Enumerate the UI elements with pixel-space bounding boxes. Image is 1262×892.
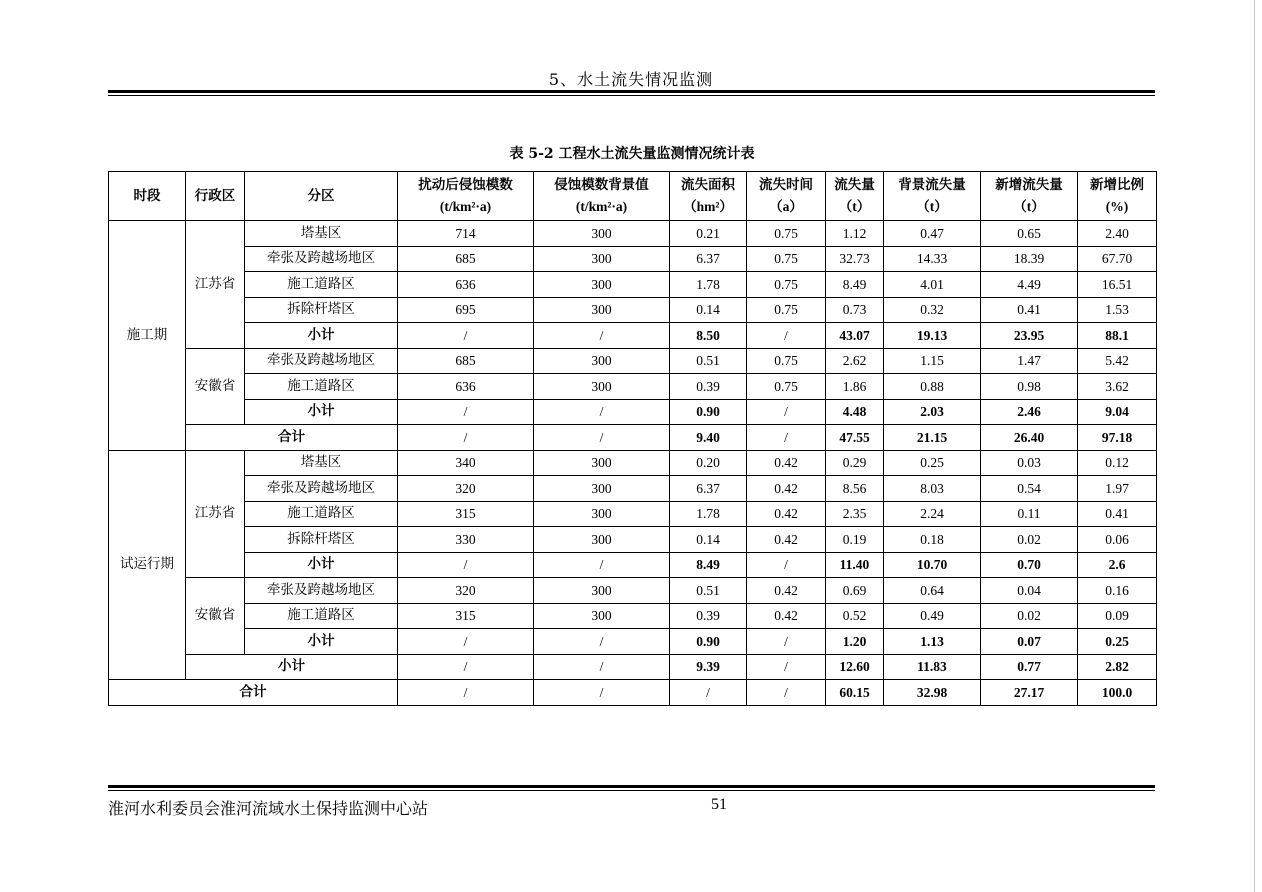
cell-disturbed-modulus: /	[398, 425, 534, 451]
cell-new-ratio: 1.53	[1078, 297, 1157, 323]
cell-new-ratio: 88.1	[1078, 323, 1157, 349]
cell-loss-area: 0.14	[670, 297, 747, 323]
cell-loss-time: /	[747, 654, 826, 680]
table-row	[109, 476, 1157, 502]
header-admin-region: 行政区	[186, 172, 245, 221]
table-row	[109, 654, 1157, 680]
cell-loss-amount: 12.60	[826, 654, 884, 680]
cell-new-loss: 0.77	[981, 654, 1078, 680]
table-row	[109, 603, 1157, 629]
cell-zone: 施工道路区	[245, 603, 398, 629]
cell-loss-time: /	[747, 425, 826, 451]
period-cell: 试运行期	[109, 450, 186, 680]
cell-loss-area: 1.78	[670, 272, 747, 298]
cell-disturbed-modulus: 320	[398, 578, 534, 604]
cell-background-loss: 11.83	[884, 654, 981, 680]
footer-rule-thin	[108, 790, 1155, 791]
cell-zone: 塔基区	[245, 221, 398, 247]
cell-loss-amount: 4.48	[826, 399, 884, 425]
cell-background-loss: 10.70	[884, 552, 981, 578]
cell-background-modulus: 300	[534, 527, 670, 553]
cell-new-loss: 0.70	[981, 552, 1078, 578]
cell-zone: 拆除杆塔区	[245, 527, 398, 553]
cell-new-loss: 18.39	[981, 246, 1078, 272]
cell-background-modulus: 300	[534, 297, 670, 323]
cell-background-modulus: /	[534, 629, 670, 655]
cell-new-loss: 0.41	[981, 297, 1078, 323]
table-row-grand-total	[109, 680, 1157, 706]
footer-organization: 淮河水利委员会淮河流域水土保持监测中心站	[108, 799, 429, 818]
cell-background-loss: 0.47	[884, 221, 981, 247]
cell-zone: 牵张及跨越场地区	[245, 246, 398, 272]
cell-new-loss: 0.02	[981, 603, 1078, 629]
total-background-modulus: /	[534, 680, 670, 706]
cell-new-ratio: 0.41	[1078, 501, 1157, 527]
total-zone: 合计	[109, 680, 398, 706]
cell-disturbed-modulus: 340	[398, 450, 534, 476]
cell-new-ratio: 0.16	[1078, 578, 1157, 604]
header-rule-thin	[108, 95, 1155, 96]
header-new-loss: 新增流失量 （t）	[981, 172, 1078, 221]
cell-background-loss: 2.24	[884, 501, 981, 527]
cell-loss-amount: 8.49	[826, 272, 884, 298]
table-row	[109, 348, 1157, 374]
cell-disturbed-modulus: 315	[398, 603, 534, 629]
cell-background-modulus: /	[534, 425, 670, 451]
cell-zone: 拆除杆塔区	[245, 297, 398, 323]
cell-background-loss: 4.01	[884, 272, 981, 298]
cell-background-loss: 1.15	[884, 348, 981, 374]
cell-zone: 施工道路区	[245, 501, 398, 527]
cell-background-modulus: /	[534, 323, 670, 349]
footer-rule-thick	[108, 785, 1155, 788]
cell-new-loss: 0.07	[981, 629, 1078, 655]
cell-loss-amount: 1.20	[826, 629, 884, 655]
cell-background-loss: 14.33	[884, 246, 981, 272]
table-row	[109, 297, 1157, 323]
province-cell: 安徽省	[186, 578, 245, 655]
cell-new-ratio: 97.18	[1078, 425, 1157, 451]
table-row	[109, 527, 1157, 553]
cell-loss-amount: 47.55	[826, 425, 884, 451]
cell-disturbed-modulus: 685	[398, 246, 534, 272]
table-header-row	[109, 172, 1157, 221]
cell-loss-amount: 0.29	[826, 450, 884, 476]
table-row	[109, 629, 1157, 655]
cell-zone: 合计	[186, 425, 398, 451]
cell-background-modulus: /	[534, 399, 670, 425]
cell-disturbed-modulus: 330	[398, 527, 534, 553]
table-row	[109, 221, 1157, 247]
cell-loss-area: 6.37	[670, 476, 747, 502]
total-background-loss: 32.98	[884, 680, 981, 706]
cell-loss-area: 8.49	[670, 552, 747, 578]
cell-zone: 牵张及跨越场地区	[245, 348, 398, 374]
table-body	[109, 221, 1157, 706]
header-background-modulus: 侵蚀模数背景值 (t/km²·a)	[534, 172, 670, 221]
cell-background-loss: 0.64	[884, 578, 981, 604]
cell-background-modulus: /	[534, 552, 670, 578]
cell-background-loss: 0.25	[884, 450, 981, 476]
cell-loss-area: 0.90	[670, 399, 747, 425]
cell-disturbed-modulus: /	[398, 629, 534, 655]
total-loss-area: /	[670, 680, 747, 706]
cell-new-ratio: 0.06	[1078, 527, 1157, 553]
cell-new-loss: 23.95	[981, 323, 1078, 349]
cell-loss-area: 1.78	[670, 501, 747, 527]
cell-background-modulus: 300	[534, 578, 670, 604]
cell-loss-time: 0.75	[747, 272, 826, 298]
cell-loss-area: 0.14	[670, 527, 747, 553]
cell-disturbed-modulus: 636	[398, 272, 534, 298]
cell-new-loss: 0.04	[981, 578, 1078, 604]
cell-new-loss: 4.49	[981, 272, 1078, 298]
cell-background-loss: 0.32	[884, 297, 981, 323]
table-row	[109, 272, 1157, 298]
cell-background-loss: 0.49	[884, 603, 981, 629]
cell-new-ratio: 2.82	[1078, 654, 1157, 680]
cell-loss-time: 0.42	[747, 578, 826, 604]
province-cell: 江苏省	[186, 221, 245, 349]
cell-loss-amount: 0.69	[826, 578, 884, 604]
cell-loss-amount: 11.40	[826, 552, 884, 578]
cell-loss-time: 0.75	[747, 221, 826, 247]
cell-background-loss: 2.03	[884, 399, 981, 425]
cell-loss-amount: 0.52	[826, 603, 884, 629]
cell-disturbed-modulus: 636	[398, 374, 534, 400]
cell-loss-area: 0.39	[670, 374, 747, 400]
cell-background-loss: 8.03	[884, 476, 981, 502]
page-number: 51	[711, 796, 727, 813]
cell-loss-amount: 43.07	[826, 323, 884, 349]
cell-loss-area: 0.21	[670, 221, 747, 247]
cell-zone: 塔基区	[245, 450, 398, 476]
table-row	[109, 399, 1157, 425]
cell-zone: 小计	[245, 323, 398, 349]
cell-loss-time: 0.42	[747, 603, 826, 629]
cell-new-ratio: 5.42	[1078, 348, 1157, 374]
cell-loss-area: 0.51	[670, 578, 747, 604]
cell-disturbed-modulus: /	[398, 552, 534, 578]
cell-disturbed-modulus: 685	[398, 348, 534, 374]
cell-new-ratio: 2.6	[1078, 552, 1157, 578]
cell-disturbed-modulus: 315	[398, 501, 534, 527]
page-header-title: 5、水土流失情况监测	[548, 70, 714, 89]
cell-loss-amount: 0.73	[826, 297, 884, 323]
cell-loss-amount: 2.62	[826, 348, 884, 374]
cell-loss-time: 0.42	[747, 476, 826, 502]
cell-background-modulus: 300	[534, 476, 670, 502]
cell-disturbed-modulus: 695	[398, 297, 534, 323]
header-background-loss: 背景流失量 （t）	[884, 172, 981, 221]
cell-background-modulus: 300	[534, 501, 670, 527]
cell-background-loss: 0.18	[884, 527, 981, 553]
total-loss-amount: 60.15	[826, 680, 884, 706]
table-caption: 表 5-2 工程水土流失量监测情况统计表	[509, 146, 755, 162]
cell-new-loss: 0.65	[981, 221, 1078, 247]
cell-new-ratio: 0.12	[1078, 450, 1157, 476]
cell-new-ratio: 1.97	[1078, 476, 1157, 502]
cell-loss-area: 6.37	[670, 246, 747, 272]
cell-loss-time: 0.42	[747, 527, 826, 553]
cell-loss-time: /	[747, 629, 826, 655]
cell-loss-amount: 2.35	[826, 501, 884, 527]
header-loss-area: 流失面积 （hm²）	[670, 172, 747, 221]
cell-zone: 小计	[245, 399, 398, 425]
cell-loss-amount: 1.12	[826, 221, 884, 247]
cell-loss-time: /	[747, 323, 826, 349]
header-loss-time: 流失时间 （a）	[747, 172, 826, 221]
cell-loss-area: 0.20	[670, 450, 747, 476]
cell-loss-area: 0.51	[670, 348, 747, 374]
cell-new-loss: 2.46	[981, 399, 1078, 425]
cell-loss-area: 8.50	[670, 323, 747, 349]
total-new-loss: 27.17	[981, 680, 1078, 706]
total-disturbed-modulus: /	[398, 680, 534, 706]
table-row	[109, 450, 1157, 476]
header-period: 时段	[109, 172, 186, 221]
soil-loss-table	[108, 171, 1157, 706]
cell-loss-amount: 1.86	[826, 374, 884, 400]
table-row	[109, 323, 1157, 349]
period-cell: 施工期	[109, 221, 186, 451]
cell-loss-time: /	[747, 552, 826, 578]
cell-new-loss: 0.11	[981, 501, 1078, 527]
table-row	[109, 425, 1157, 451]
cell-background-modulus: 300	[534, 348, 670, 374]
cell-loss-area: 0.90	[670, 629, 747, 655]
cell-disturbed-modulus: /	[398, 399, 534, 425]
cell-loss-amount: 8.56	[826, 476, 884, 502]
header-new-ratio: 新增比例 (%)	[1078, 172, 1157, 221]
cell-new-loss: 1.47	[981, 348, 1078, 374]
cell-background-modulus: /	[534, 654, 670, 680]
cell-background-modulus: 300	[534, 246, 670, 272]
cell-background-modulus: 300	[534, 221, 670, 247]
cell-loss-amount: 32.73	[826, 246, 884, 272]
cell-new-ratio: 16.51	[1078, 272, 1157, 298]
cell-new-ratio: 0.09	[1078, 603, 1157, 629]
table-row	[109, 246, 1157, 272]
page-edge-line	[1254, 0, 1255, 892]
cell-new-ratio: 67.70	[1078, 246, 1157, 272]
cell-background-loss: 1.13	[884, 629, 981, 655]
cell-background-modulus: 300	[534, 374, 670, 400]
total-loss-time: /	[747, 680, 826, 706]
cell-background-modulus: 300	[534, 450, 670, 476]
cell-new-ratio: 2.40	[1078, 221, 1157, 247]
province-cell: 安徽省	[186, 348, 245, 425]
cell-zone: 牵张及跨越场地区	[245, 578, 398, 604]
cell-new-ratio: 3.62	[1078, 374, 1157, 400]
cell-zone: 施工道路区	[245, 272, 398, 298]
cell-loss-area: 9.40	[670, 425, 747, 451]
cell-loss-time: 0.75	[747, 374, 826, 400]
cell-zone: 牵张及跨越场地区	[245, 476, 398, 502]
cell-new-loss: 0.54	[981, 476, 1078, 502]
cell-loss-amount: 0.19	[826, 527, 884, 553]
cell-disturbed-modulus: /	[398, 323, 534, 349]
cell-background-modulus: 300	[534, 272, 670, 298]
cell-disturbed-modulus: 714	[398, 221, 534, 247]
header-loss-amount: 流失量 （t）	[826, 172, 884, 221]
cell-new-loss: 0.03	[981, 450, 1078, 476]
cell-zone: 小计	[245, 552, 398, 578]
total-new-ratio: 100.0	[1078, 680, 1157, 706]
cell-background-loss: 19.13	[884, 323, 981, 349]
cell-new-ratio: 9.04	[1078, 399, 1157, 425]
cell-new-loss: 0.02	[981, 527, 1078, 553]
table-row	[109, 374, 1157, 400]
cell-background-loss: 0.88	[884, 374, 981, 400]
cell-disturbed-modulus: /	[398, 654, 534, 680]
cell-loss-time: 0.42	[747, 501, 826, 527]
cell-zone: 小计	[186, 654, 398, 680]
cell-loss-time: 0.75	[747, 246, 826, 272]
header-rule-thick	[108, 90, 1155, 93]
cell-background-loss: 21.15	[884, 425, 981, 451]
cell-zone: 施工道路区	[245, 374, 398, 400]
table-row	[109, 578, 1157, 604]
header-disturbed-modulus: 扰动后侵蚀模数 (t/km²·a)	[398, 172, 534, 221]
cell-loss-area: 9.39	[670, 654, 747, 680]
cell-new-loss: 0.98	[981, 374, 1078, 400]
cell-zone: 小计	[245, 629, 398, 655]
cell-background-modulus: 300	[534, 603, 670, 629]
cell-new-ratio: 0.25	[1078, 629, 1157, 655]
cell-loss-time: 0.75	[747, 348, 826, 374]
province-cell: 江苏省	[186, 450, 245, 578]
cell-disturbed-modulus: 320	[398, 476, 534, 502]
table-row	[109, 501, 1157, 527]
cell-loss-time: 0.75	[747, 297, 826, 323]
cell-loss-time: /	[747, 399, 826, 425]
header-zone: 分区	[245, 172, 398, 221]
cell-loss-area: 0.39	[670, 603, 747, 629]
cell-loss-time: 0.42	[747, 450, 826, 476]
table-row	[109, 552, 1157, 578]
cell-new-loss: 26.40	[981, 425, 1078, 451]
